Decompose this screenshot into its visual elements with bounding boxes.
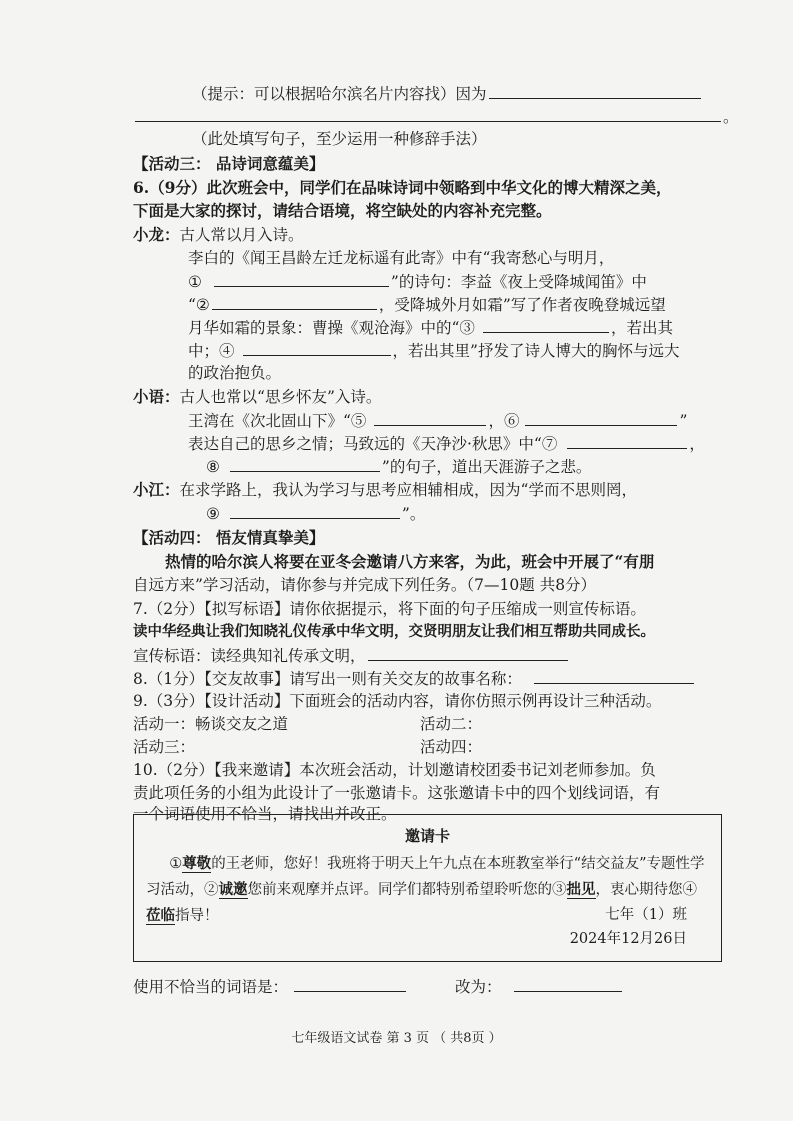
xiaoyu-comma: ， [689,435,705,453]
xiaolong-text-5: ，若出其 [610,319,673,337]
speaker-xiaoyu: 小语： [133,387,180,406]
blank-label-8: ⑧ [206,458,220,476]
blank-4[interactable] [243,339,391,356]
card-title: 邀请卡 [404,827,450,845]
card-date: 2024年12月26日 [569,931,687,947]
blank-label-9: ⑨ [206,505,220,523]
hint-end-mark: 。 [723,108,739,126]
xiaojiang-line1 [133,479,637,501]
underlined-word-3: 拙见 [566,881,596,898]
xiaolong-line2: 李白的《闻王昌龄左迁龙标遥有此寄》中有“我寄愁心与明月， [188,249,615,267]
q9-act4[interactable]: 活动四： [420,738,483,756]
blank-label-6: ，⑥ [488,412,520,430]
q9-act3[interactable]: 活动三： [133,738,196,756]
invitation-card [133,814,722,962]
blank-label-7: 表达自己的思乡之情；马致远的《天净沙·秋思》中“⑦ [188,435,558,453]
blank-story[interactable] [534,667,694,684]
hint-prefix: （提示：可以根据哈尔滨名片内容找）因为 [192,85,487,103]
blank-label-4: 中；④ [188,342,235,360]
q9-act1: 活动一：畅谈交友之道 [133,715,289,733]
card-class: 七年（1）班 [605,907,687,923]
card-text-4: ，衷心期待您④ [595,882,697,898]
q8-line1 [133,667,696,690]
xiaoyu-line4 [206,455,591,478]
activity4-intro1: 热情的哈尔滨人将要在亚冬会邀请八方来客，为此，班会中开展了“有朋 [165,552,655,571]
blank-wrong-word[interactable] [294,975,406,992]
q10-line2: 责此项任务的小组为此设计了一张邀请卡。这张邀请卡中的四个划线词语，有 [133,784,661,802]
hint-line-2 [133,105,739,128]
answer-fix-label: 改为： [455,978,502,996]
card-text-5: 指导！ [175,908,219,924]
blank-label-2: “② [188,296,210,314]
blank-5[interactable] [374,409,486,426]
q6-line2: 下面是大家的探讨，请结合语境，将空缺处的内容补充完整。 [133,201,552,220]
blank-label-5: 王湾在《次北固山下》“⑤ [188,412,367,430]
xiaoyu-text-1: 古人也常以“思乡怀友”入诗。 [179,388,382,406]
blank-6[interactable] [525,409,677,426]
xiaojiang-line2 [206,502,425,525]
blank-8[interactable] [230,455,380,472]
blank-1[interactable] [214,270,389,287]
xiaolong-line3 [188,270,647,293]
blank-9[interactable] [230,502,400,519]
q7-line1: 7.（2分）【拟写标语】请你依据提示，将下面的句子压缩成一则宣传标语。 [133,600,646,618]
xiaolong-line5 [188,316,673,339]
speaker-xiaojiang: 小江： [133,480,180,499]
xiaolong-line1 [133,224,304,246]
hint-line [192,82,703,105]
answer-wrong-label: 使用不恰当的词语是： [133,978,289,996]
q8-text: 8.（1分）【交友故事】请写出一则有关交友的故事名称： [133,670,522,688]
speaker-xiaolong: 小龙： [133,225,180,244]
answer-wrong [133,975,408,998]
page-footer: 七年级语文试卷 第 3 页 （ 共8页 ） [291,1031,502,1046]
xiaolong-text-4: ，受降城外月如霜”写了作者夜晚登城远望 [378,296,666,314]
activity4-title: 【活动四： 悟友情真挚美】 [133,528,325,547]
underlined-word-2: 诚邀 [218,881,248,898]
xiaolong-text-3: ”的诗句：李益《夜上受降城闻笛》中 [390,273,647,291]
blank-2[interactable] [212,293,377,310]
blank-fix-word[interactable] [514,975,622,992]
blank-hint-1[interactable] [489,82,701,99]
xiaoyu-line1 [133,386,381,408]
card-text-2: 的王老师，您好！我班将于明天上午九点在本班教室举行“结交益友”专题性学习活动，② [146,856,705,898]
blank-hint-2[interactable] [135,105,721,122]
xiaoyu-line3 [188,432,705,455]
q7-line3 [133,644,570,667]
xiaolong-text-6: ，若出其里”抒发了诗人博大的胸怀与远大 [392,342,680,360]
activity4-intro2: 自远方来”学习活动，请你参与并完成下列任务。（7—10题 共8分） [133,576,597,594]
slogan-prefix: 宣传标语：读经典知礼传承文明， [133,647,366,665]
q9-act2[interactable]: 活动二： [420,715,483,733]
underlined-word-1: 尊敬 [182,855,212,872]
card-signature [570,903,687,951]
q10-line1: 10.（2分）【我来邀请】本次班会活动，计划邀请校团委书记刘老师参加。负 [133,761,656,779]
xiaolong-line6 [188,339,679,362]
xiaojiang-end: ”。 [401,505,426,523]
q9-line1: 9.（3分）【设计活动】下面班会的活动内容，请你仿照示例再设计三种活动。 [133,692,662,710]
blank-7[interactable] [567,432,687,449]
q10-line3: 一个词语使用不恰当，请找出并改正。 [133,805,397,823]
xiaoyu-text-4: ”的句子，道出天涯游子之悲。 [381,458,592,476]
xiaolong-line4 [188,293,666,316]
card-text-3: 您前来观摩并点评。同学们都特别希望聆听您的③ [247,882,567,898]
activity3-title: 【活动三： 品诗词意蕴美】 [133,154,325,173]
blank-3[interactable] [483,316,609,333]
xiaoyu-line2 [188,409,687,432]
xiaojiang-text-1: 在求学路上，我认为学习与思考应相辅相成，因为“学而不思则罔， [179,481,637,499]
blank-label-1: ① [188,273,202,291]
card-text-1: ① [169,856,183,872]
underlined-word-4: 莅临 [146,907,175,924]
q7-line2: 读中华经典让我们知晓礼仪传承中华文明，交贤明朋友让我们相互帮助共同成长。 [133,623,655,640]
xiaolong-line7: 的政治抱负。 [188,364,282,382]
answer-fix [455,975,624,998]
blank-slogan[interactable] [368,644,568,661]
xiaoyu-close-quote: ” [679,412,688,430]
blank-label-3: 月华如霜的景象：曹操《观沧海》中的“③ [188,319,475,337]
hint-note: （此处填写句子，至少运用一种修辞手法） [192,130,487,148]
xiaolong-text-1: 古人常以月入诗。 [179,226,304,244]
q6-line1: 6.（9分）此次班会中，同学们在品味诗词中领略到中华文化的博大精深之美， [133,178,672,197]
